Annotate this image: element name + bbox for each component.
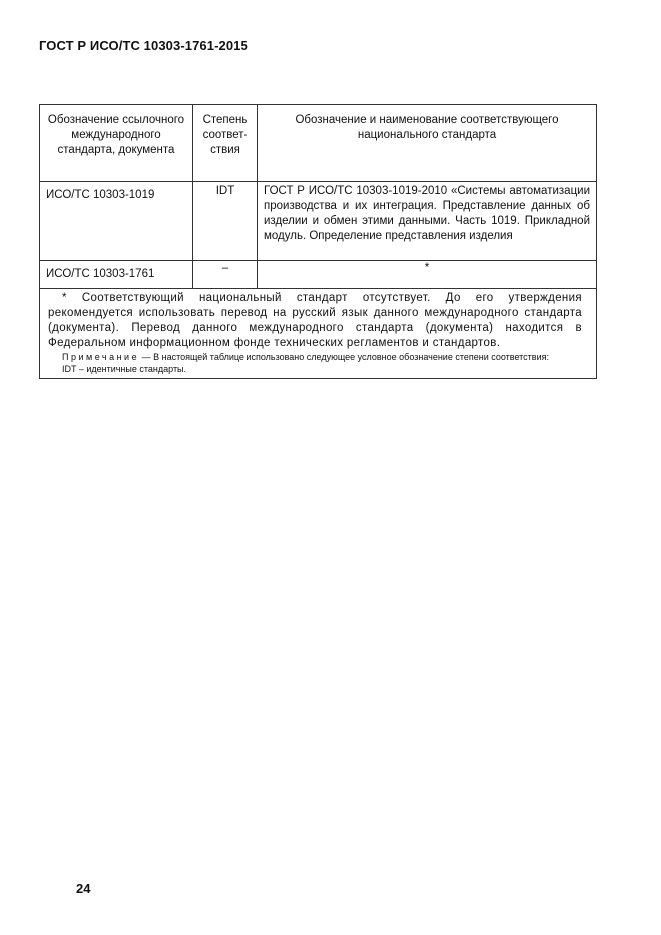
- cell-degree: IDT: [193, 182, 258, 261]
- reference-standards-table: [39, 104, 597, 379]
- table-header-row: [40, 105, 597, 182]
- cell-degree: –: [193, 261, 258, 289]
- column-header-reference: Обозначение ссылочного международного стандарта, документа: [40, 105, 193, 182]
- document-code-header: ГОСТ Р ИСО/ТС 10303-1761-2015: [39, 38, 248, 53]
- column-header-degree: Степень соответ-ствия: [193, 105, 258, 182]
- page-number: 24: [76, 881, 91, 896]
- note-text: — В настоящей таблице использовано следующее условное обозначение степени соответствия:: [139, 352, 549, 362]
- cell-reference: ИСО/ТС 10303-1019: [40, 182, 193, 261]
- table-row: [40, 261, 597, 289]
- note-paragraph: [48, 352, 582, 363]
- cell-reference: ИСО/ТС 10303-1761: [40, 261, 193, 289]
- column-header-national: Обозначение и наименование соответствующего национального стандарта: [258, 105, 597, 182]
- cell-national: ГОСТ Р ИСО/ТС 10303-1019-2010 «Системы автоматизации производства и их интеграция. Представление данных об изделии и обмен этими данными. Часть 1019. Прикладной модуль. Определение представления изделия: [258, 182, 597, 261]
- table-footer: [40, 289, 597, 379]
- legend-text: IDT – идентичные стандарты.: [62, 364, 187, 374]
- footnote-text: * Соответствующий национальный стандарт отсутствует. До его утверждения рекомендуется использовать перевод на русский язык данного международного стандарта (документа). Перевод данного международного стандарта (документа) находится в Федеральном информационном фонде технических регламентов и стандартов.: [48, 292, 582, 349]
- cell-national: *: [258, 261, 597, 289]
- table-footer-row: [40, 289, 597, 379]
- table-row: [40, 182, 597, 261]
- note-label: Примечание: [62, 352, 140, 362]
